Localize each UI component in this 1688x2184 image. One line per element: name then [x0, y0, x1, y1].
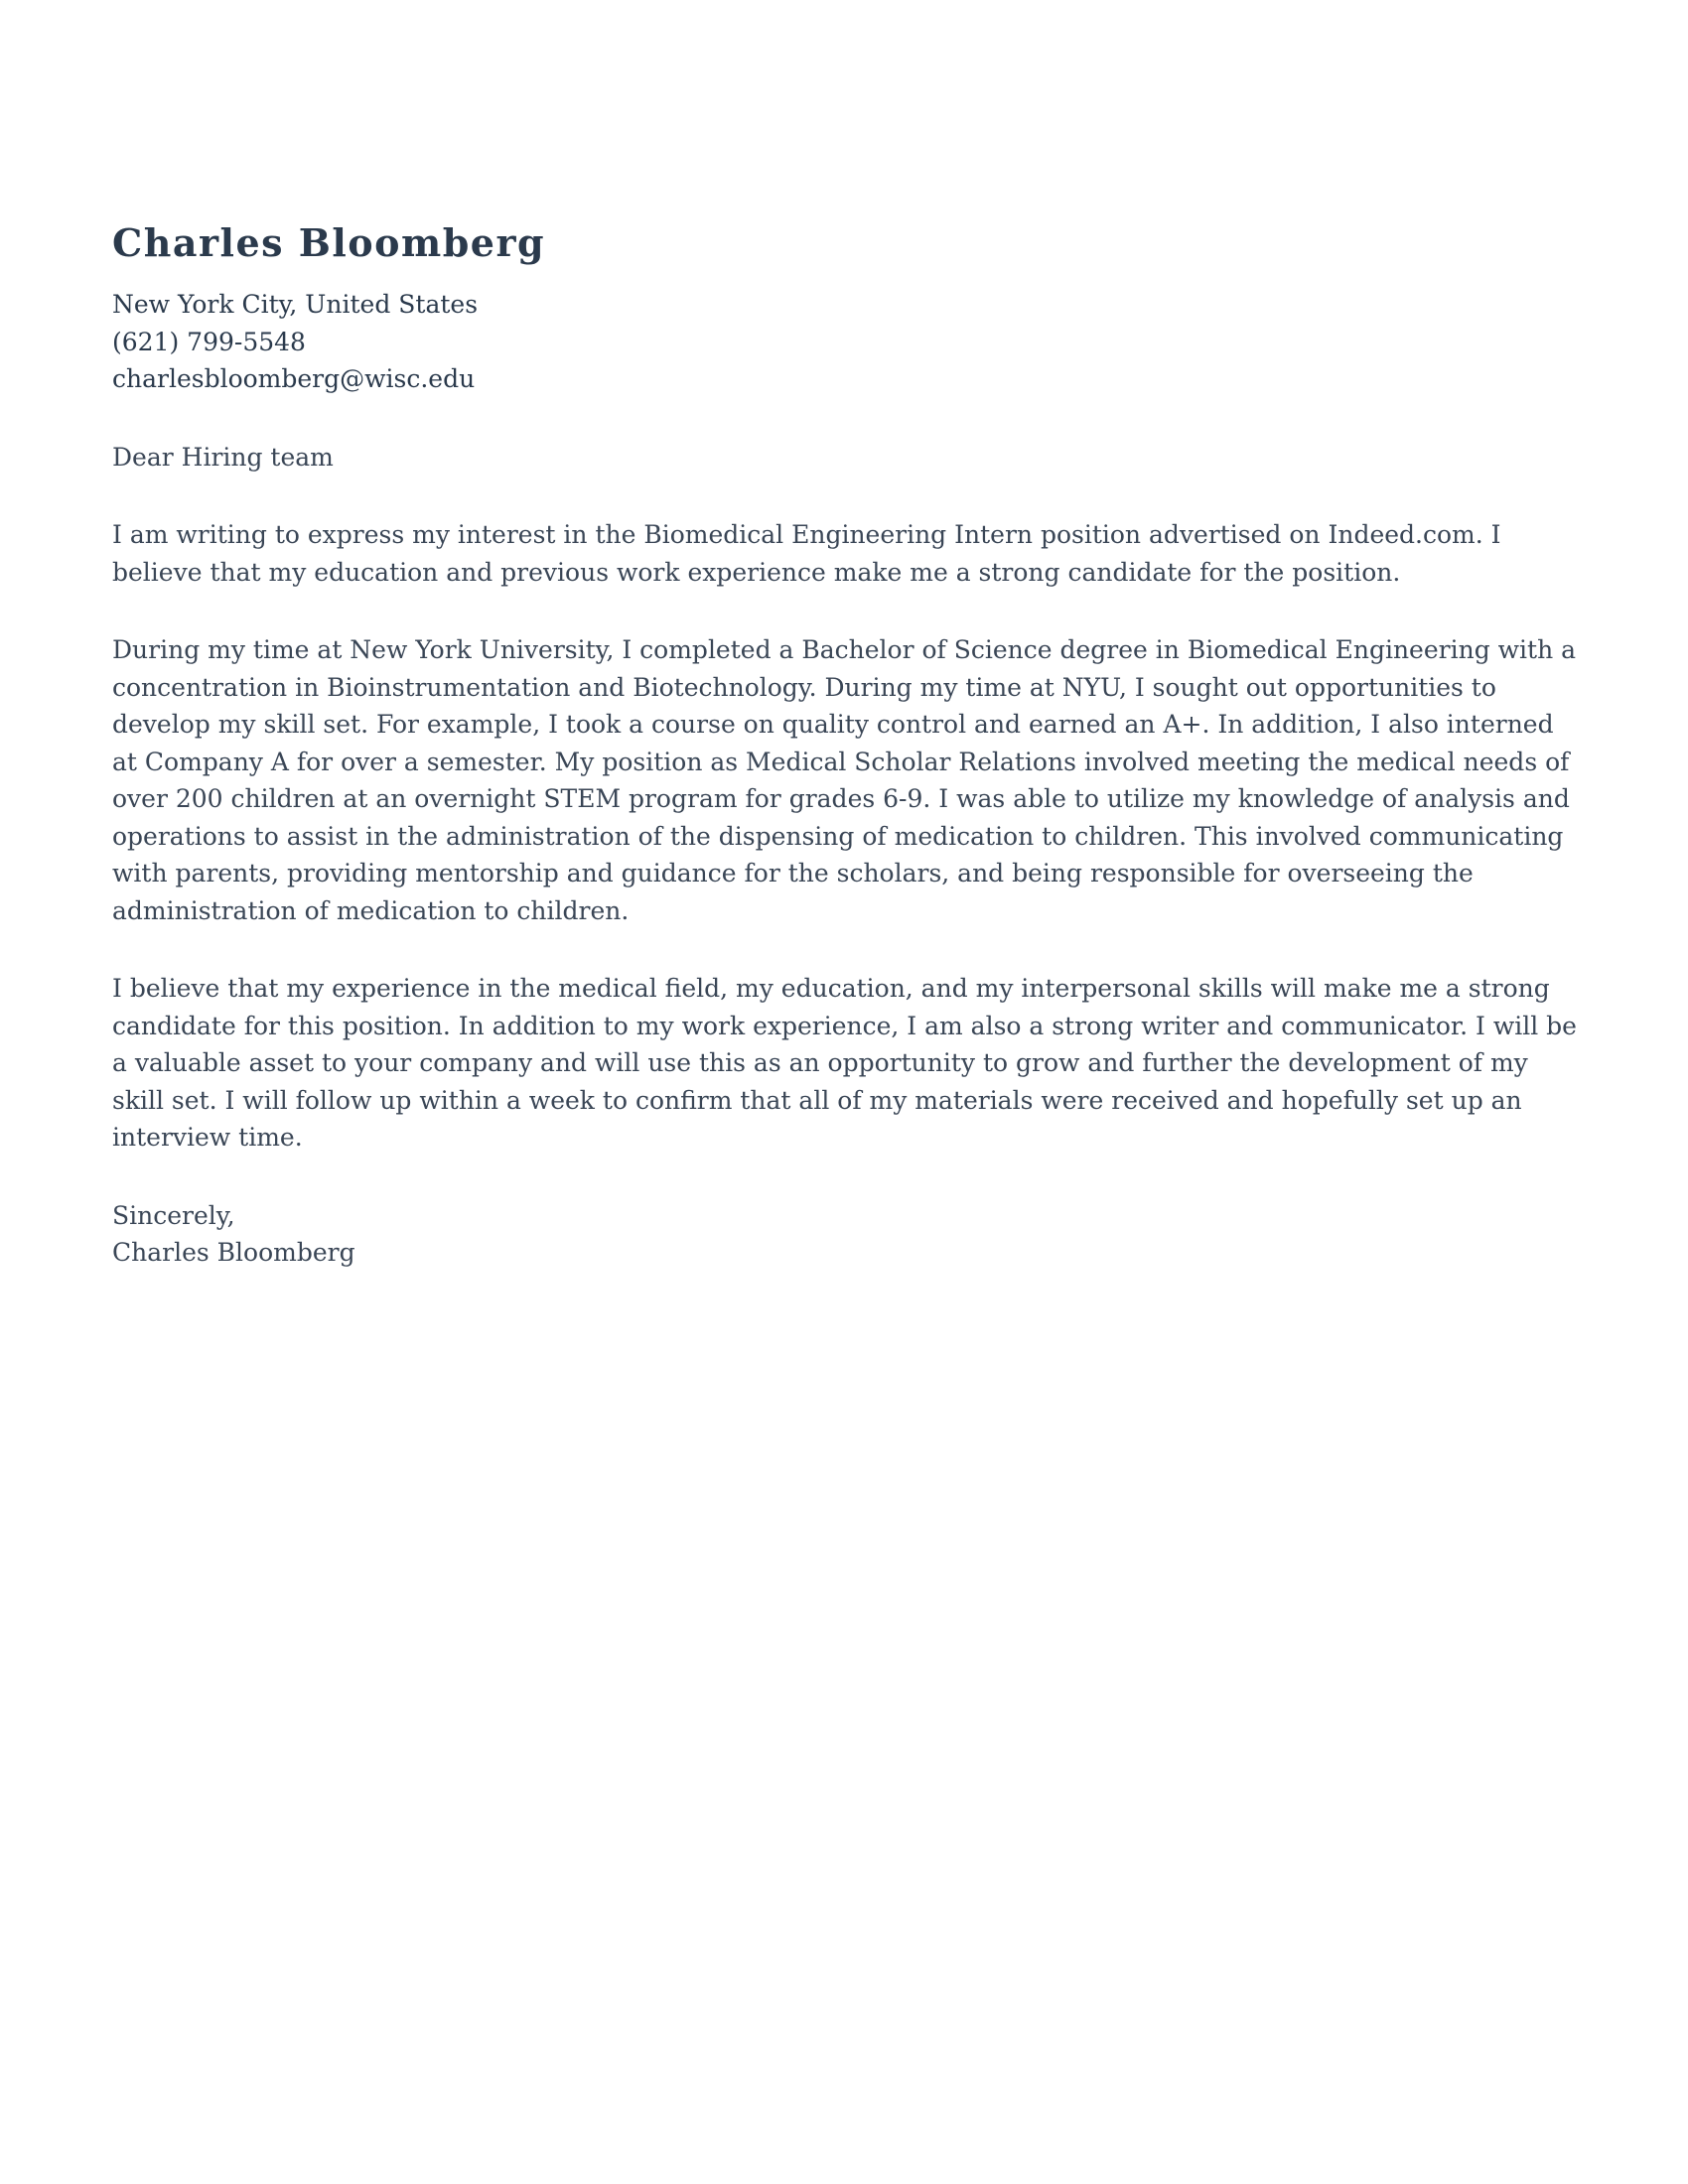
cover-letter [112, 218, 1582, 1272]
salutation: Dear Hiring team [112, 442, 334, 472]
sign-off [112, 1197, 1582, 1272]
applicant-name: Charles Bloomberg [112, 220, 546, 265]
contact-block [112, 286, 1582, 398]
phone-text: (621) 799-5548 [112, 327, 306, 356]
signature-name: Charles Bloomberg [112, 1238, 355, 1267]
email-text: charlesbloomberg@wisc.edu [112, 364, 476, 393]
body-paragraph-2: During my time at New York University, I completed a Bachelor of Science degree in Biomedical Engineering with a concentration in Bioinstrumentation and Biotechnology. During my time at NYU, I sought out opportunities to develop my skill set. For example, I took a course on quality control and earned an A+. In addition, I also interned at Company A for over a semester. My position as Medical Scholar Relations involved meeting the medical needs of over 200 children at an overnight STEM program for grades 6-9. I was able to utilize my knowledge of analysis and operations to assist in the administration of the dispensing of medication to children. This involved communicating with parents, providing mentorship and guidance for the scholars, and being responsible for overseeing the administration of medication to children. [112, 635, 1577, 925]
closing-text: Sincerely, [112, 1200, 235, 1230]
location-text: New York City, United States [112, 290, 479, 319]
body-paragraph-1: I am writing to express my interest in the Biomedical Engineering Intern position advertised on Indeed.com. I believe that my education and previous work experience make me a strong candidate for the position. [112, 520, 1501, 587]
body-paragraph-3: I believe that my experience in the medical field, my education, and my interpersonal skills will make me a strong candidate for this position. In addition to my work experience, I am also a strong writer and communicator. I will be a valuable asset to your company and will use this as an opportunity to grow and further the development of my skill set. I will follow up within a week to confirm that all of my materials were received and hopefully set up an interview time. [112, 974, 1577, 1152]
